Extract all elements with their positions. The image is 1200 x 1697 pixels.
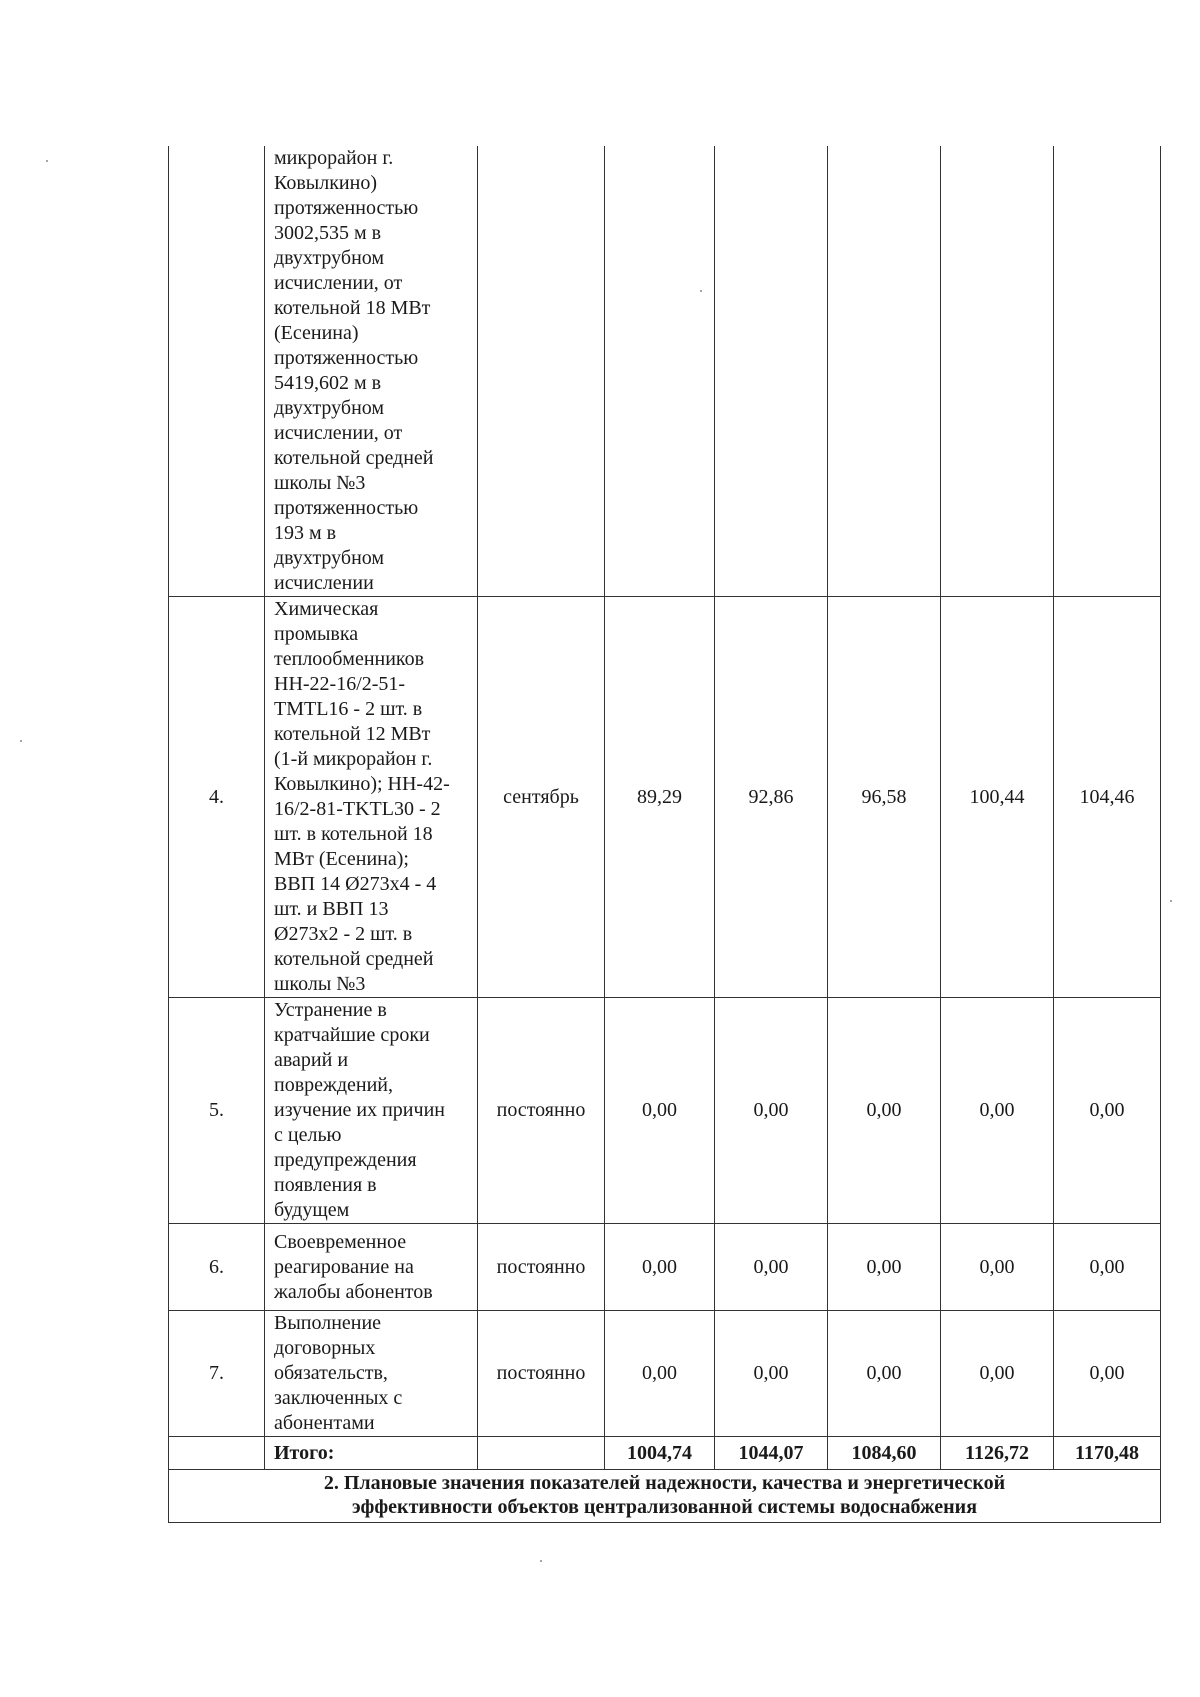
total-row — [169, 1437, 1161, 1470]
description-text: Выполнение договорных обязательств, заключенных с абонентами — [274, 1312, 403, 1434]
section-heading-line-2: эффективности объектов централизованной системы водоснабжения — [351, 1496, 978, 1518]
row-term: постоянно — [478, 1224, 605, 1311]
row-term: постоянно — [478, 998, 605, 1224]
row-description — [265, 597, 478, 998]
row-value-year-2 — [715, 146, 828, 597]
row-value-year-5: 0,00 — [1054, 1224, 1161, 1311]
scan-speck — [540, 1560, 542, 1562]
row-value-year-1: 0,00 — [605, 998, 715, 1224]
table-row — [169, 597, 1161, 998]
row-value-year-4 — [941, 146, 1054, 597]
description-text: Химическая промывка теплообменников НН-22-16/2-51- TMTL16 - 2 шт. в котельной 12 МВт (1-й микрорайон г. Ковылкино); НН-42- 16/2-81-TKTL30 - 2 шт. в котельной 18 МВт (Есенина); ВВП 14 Ø273х4 - 4 шт. и ВВП 13 Ø273х2 - 2 шт. в котельной средней школы №3 — [274, 598, 450, 995]
total-value-year-5: 1170,48 — [1054, 1437, 1161, 1470]
row-description — [265, 1311, 478, 1437]
row-value-year-4: 100,44 — [941, 597, 1054, 998]
section-heading-line-1: 2. Плановые значения показателей надежности, качества и энергетической — [323, 1472, 1006, 1494]
total-value-year-3: 1084,60 — [828, 1437, 941, 1470]
scan-speck — [700, 290, 702, 292]
total-term-cell — [478, 1437, 605, 1470]
description-text: микрорайон г. Ковылкино) протяженностью 3002,535 м в двухтрубном исчислении, от котельной 18 МВт (Есенина) протяженностью 5419,602 м в двухтрубном исчислении, от котельной средней школы №3 протяженностью 193 м в двухтрубном исчислении — [274, 147, 434, 594]
row-value-year-3: 96,58 — [828, 597, 941, 998]
table-row — [169, 998, 1161, 1224]
row-value-year-3: 0,00 — [828, 1311, 941, 1437]
section-heading-row — [169, 1470, 1161, 1523]
table-row — [169, 1224, 1161, 1311]
row-value-year-1: 0,00 — [605, 1311, 715, 1437]
section-heading — [169, 1470, 1161, 1523]
scan-speck — [20, 740, 22, 742]
description-text: Своевременное реагирование на жалобы абонентов — [274, 1230, 433, 1303]
total-value-year-4: 1126,72 — [941, 1437, 1054, 1470]
row-number — [169, 146, 265, 597]
description-text: Устранение в кратчайшие сроки аварий и повреждений, изучение их причин с целью предупреждения появления в будущем — [274, 999, 445, 1221]
scan-speck — [1170, 900, 1172, 902]
row-value-year-1: 0,00 — [605, 1224, 715, 1311]
table-row — [169, 1311, 1161, 1437]
row-value-year-2: 0,00 — [715, 998, 828, 1224]
row-value-year-2: 0,00 — [715, 1224, 828, 1311]
row-term: сентябрь — [478, 597, 605, 998]
row-value-year-4: 0,00 — [941, 1224, 1054, 1311]
row-value-year-5 — [1054, 146, 1161, 597]
total-value-year-2: 1044,07 — [715, 1437, 828, 1470]
row-description — [265, 146, 478, 597]
row-number: 6. — [169, 1224, 265, 1311]
table-row — [169, 146, 1161, 597]
row-value-year-3: 0,00 — [828, 1224, 941, 1311]
row-description — [265, 998, 478, 1224]
row-value-year-4: 0,00 — [941, 1311, 1054, 1437]
row-value-year-5: 0,00 — [1054, 998, 1161, 1224]
total-value-year-1: 1004,74 — [605, 1437, 715, 1470]
row-value-year-5: 0,00 — [1054, 1311, 1161, 1437]
measures-table — [168, 146, 1161, 1523]
row-value-year-1: 89,29 — [605, 597, 715, 998]
row-value-year-2: 92,86 — [715, 597, 828, 998]
row-value-year-1 — [605, 146, 715, 597]
row-value-year-4: 0,00 — [941, 998, 1054, 1224]
scan-speck — [46, 160, 48, 162]
total-number-cell — [169, 1437, 265, 1470]
row-description — [265, 1224, 478, 1311]
row-term: постоянно — [478, 1311, 605, 1437]
row-number: 5. — [169, 998, 265, 1224]
row-number: 4. — [169, 597, 265, 998]
row-term — [478, 146, 605, 597]
row-value-year-3 — [828, 146, 941, 597]
row-value-year-2: 0,00 — [715, 1311, 828, 1437]
row-value-year-3: 0,00 — [828, 998, 941, 1224]
row-number: 7. — [169, 1311, 265, 1437]
row-value-year-5: 104,46 — [1054, 597, 1161, 998]
total-label: Итого: — [265, 1437, 478, 1470]
